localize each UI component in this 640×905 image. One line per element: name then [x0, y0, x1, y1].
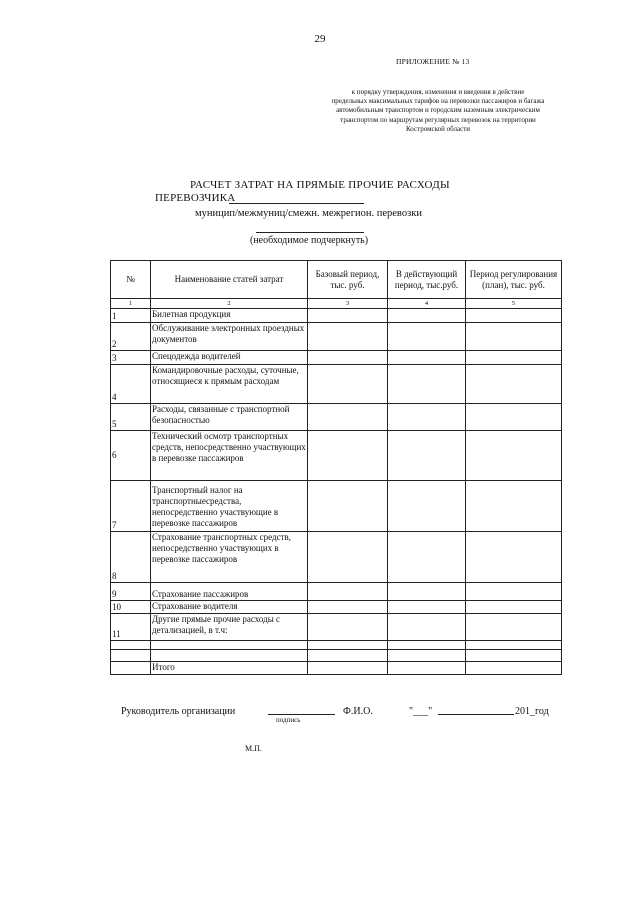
current-period-cell: [388, 614, 466, 641]
base-period-cell: [308, 583, 388, 601]
carrier-blank-line: [229, 203, 364, 204]
table-row: [111, 650, 562, 662]
plan-period-cell: [466, 662, 562, 675]
table-row: [111, 431, 562, 481]
base-period-cell: [308, 650, 388, 662]
cost-item-name: Другие прямые прочие расходы с детализацией, в т.ч:: [151, 614, 308, 641]
order-note-line: предельных максимальных тарифов на перевозки пассажиров и багажа: [331, 97, 545, 106]
cost-table: [110, 260, 562, 675]
plan-period-cell: [466, 532, 562, 583]
plan-period-cell: [466, 583, 562, 601]
row-number: [111, 662, 151, 675]
plan-period-cell: [466, 614, 562, 641]
current-period-cell: [388, 662, 466, 675]
cost-item-name: Расходы, связанные с транспортной безопасностью: [151, 404, 308, 431]
table-row: [111, 404, 562, 431]
cost-item-name: Страхование транспортных средств, непосредственно участвующих в перевозке пассажиров: [151, 532, 308, 583]
base-period-cell: [308, 404, 388, 431]
transport-type-options: муницип/межмуниц/смежн. межрегион. перевозки: [195, 208, 422, 219]
signature-caption: подпись: [276, 716, 301, 724]
table-row: [111, 365, 562, 404]
plan-period-cell: [466, 351, 562, 365]
column-index: 2: [151, 299, 308, 309]
order-note-line: Костромской области: [405, 124, 471, 133]
stamp-place-label: М.П.: [245, 744, 262, 753]
plan-period-cell: [466, 323, 562, 351]
cost-item-name: Страхование пассажиров: [151, 583, 308, 601]
plan-period-cell: [466, 309, 562, 323]
order-note-line: автомобильным транспортом и городским наземным электрическим: [336, 106, 540, 115]
order-note-line: транспортом по маршрутам регулярных перевозок на территории: [340, 115, 536, 124]
base-period-cell: [308, 601, 388, 614]
table-row: [111, 309, 562, 323]
cost-item-name: Спецодежда водителей: [151, 351, 308, 365]
row-number: [111, 641, 151, 650]
table-row: [111, 323, 562, 351]
date-day-field: "___": [409, 706, 433, 717]
table-row: [111, 481, 562, 532]
order-note-line: к порядку утверждения, изменения и введения в действие: [351, 88, 525, 96]
row-number: 2: [111, 323, 151, 351]
table-row: [111, 614, 562, 641]
header-current-period: В действующий период, тыс.руб.: [388, 261, 466, 299]
carrier-label: ПЕРЕВОЗЧИКА: [155, 192, 236, 204]
current-period-cell: [388, 641, 466, 650]
plan-period-cell: [466, 481, 562, 532]
plan-period-cell: [466, 641, 562, 650]
cost-item-name: Страхование водителя: [151, 601, 308, 614]
column-index: 1: [111, 299, 151, 309]
row-number: 8: [111, 532, 151, 583]
document-title: РАСЧЕТ ЗАТРАТ НА ПРЯМЫЕ ПРОЧИЕ РАСХОДЫ: [190, 179, 450, 191]
row-number: 7: [111, 481, 151, 532]
cost-item-name: [151, 641, 308, 650]
column-index-row: [111, 299, 562, 309]
cost-item-name: Билетная продукция: [151, 309, 308, 323]
date-year-label: 201_год: [515, 706, 549, 717]
column-index: 5: [466, 299, 562, 309]
plan-period-cell: [466, 431, 562, 481]
row-number: 9: [111, 583, 151, 601]
base-period-cell: [308, 431, 388, 481]
current-period-cell: [388, 309, 466, 323]
current-period-cell: [388, 323, 466, 351]
column-index: 4: [388, 299, 466, 309]
header-num: №: [111, 261, 151, 299]
row-number: 5: [111, 404, 151, 431]
total-label: Итого: [151, 662, 308, 675]
current-period-cell: [388, 431, 466, 481]
cost-item-name: Технический осмотр транспортных средств, непосредственно участвующих в перевозке пассажиров: [151, 431, 308, 481]
table-row: [111, 601, 562, 614]
cost-item-name: Обслуживание электронных проездных документов: [151, 323, 308, 351]
fio-label: Ф.И.О.: [343, 706, 373, 717]
current-period-cell: [388, 583, 466, 601]
current-period-cell: [388, 601, 466, 614]
header-plan-period: Период регулирования (план), тыс. руб.: [466, 261, 562, 299]
table-row: [111, 532, 562, 583]
current-period-cell: [388, 532, 466, 583]
appendix-label: ПРИЛОЖЕНИЕ № 13: [396, 57, 470, 66]
base-period-cell: [308, 309, 388, 323]
transport-type-blank-line: [256, 232, 364, 233]
header-base-period: Базовый период, тыс. руб.: [308, 261, 388, 299]
cost-item-name: Командировочные расходы, суточные, относящиеся к прямым расходам: [151, 365, 308, 404]
table-header-row: [111, 261, 562, 299]
row-number: 1: [111, 309, 151, 323]
table-row: [111, 641, 562, 650]
base-period-cell: [308, 365, 388, 404]
base-period-cell: [308, 614, 388, 641]
underline-note: (необходимое подчеркнуть): [250, 235, 369, 246]
row-number: [111, 650, 151, 662]
base-period-cell: [308, 351, 388, 365]
table-row: [111, 351, 562, 365]
column-index: 3: [308, 299, 388, 309]
table-row: [111, 662, 562, 675]
head-of-organization-label: Руководитель организации: [121, 706, 236, 717]
plan-period-cell: [466, 650, 562, 662]
row-number: 11: [111, 614, 151, 641]
current-period-cell: [388, 351, 466, 365]
current-period-cell: [388, 365, 466, 404]
header-name: Наименование статей затрат: [151, 261, 308, 299]
table-row: [111, 583, 562, 601]
base-period-cell: [308, 323, 388, 351]
row-number: 4: [111, 365, 151, 404]
plan-period-cell: [466, 365, 562, 404]
current-period-cell: [388, 650, 466, 662]
base-period-cell: [308, 641, 388, 650]
page-number: 29: [314, 33, 326, 45]
order-note: [300, 88, 576, 134]
row-number: 3: [111, 351, 151, 365]
cost-item-name: [151, 650, 308, 662]
cost-item-name: Транспортный налог на транспортныесредства, непосредственно участвующие в перевозке пассажиров: [151, 481, 308, 532]
plan-period-cell: [466, 601, 562, 614]
row-number: 6: [111, 431, 151, 481]
current-period-cell: [388, 404, 466, 431]
row-number: 10: [111, 601, 151, 614]
base-period-cell: [308, 532, 388, 583]
date-month-line: [438, 714, 514, 715]
signature-line: [268, 714, 335, 715]
base-period-cell: [308, 662, 388, 675]
base-period-cell: [308, 481, 388, 532]
plan-period-cell: [466, 404, 562, 431]
current-period-cell: [388, 481, 466, 532]
